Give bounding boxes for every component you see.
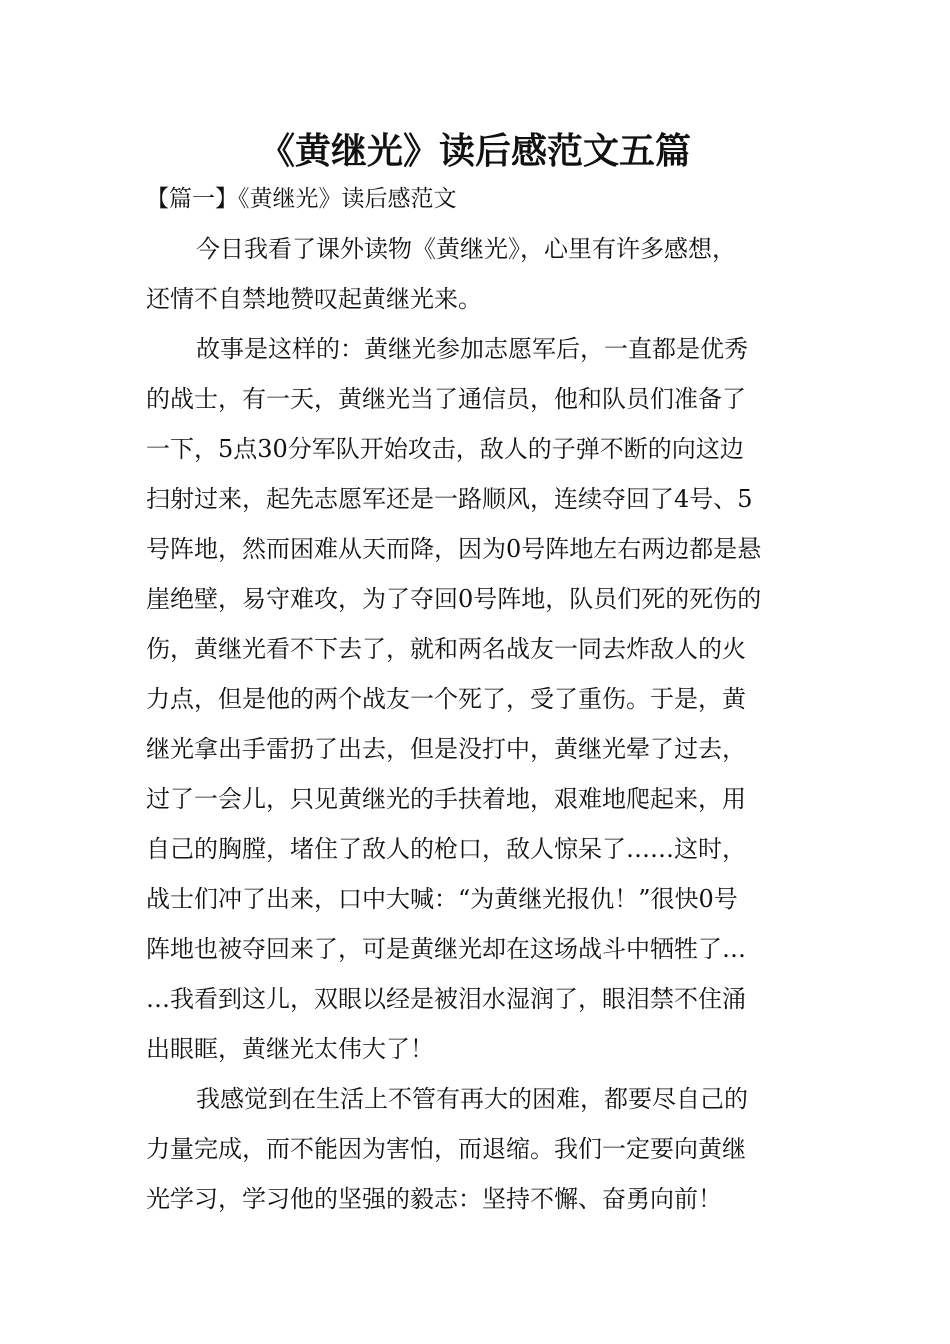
paragraph-line: 崖绝壁，易守难攻，为了夺回0号阵地，队员们死的死伤的	[146, 585, 762, 613]
paragraph-line: 继光拿出手雷扔了出去，但是没打中，黄继光晕了过去，	[146, 735, 746, 763]
paragraph	[146, 1074, 808, 1224]
document-body	[146, 224, 808, 1224]
paragraph-line: 伤，黄继光看不下去了，就和两名战友一同去炸敌人的火	[146, 635, 746, 663]
paragraph-line: 过了一会儿，只见黄继光的手扶着地，艰难地爬起来，用	[146, 785, 746, 813]
paragraph-line: 扫射过来，起先志愿军还是一路顺风，连续夺回了4号、5	[146, 485, 753, 513]
document-title: 《黄继光》读后感范文五篇	[258, 131, 691, 172]
paragraph-line: 力量完成，而不能因为害怕，而退缩。我们一定要向黄继	[146, 1135, 746, 1163]
section-heading: 【篇一】《黄继光》读后感范文	[146, 186, 457, 212]
paragraph-line: 出眼眶，黄继光太伟大了！	[146, 1035, 434, 1063]
paragraph	[146, 324, 808, 1074]
paragraph-line: 阵地也被夺回来了，可是黄继光却在这场战斗中牺牲了…	[146, 935, 746, 963]
paragraph-line: 力点，但是他的两个战友一个死了，受了重伤。于是，黄	[146, 685, 746, 713]
paragraph-line: 一下，5点30分军队开始攻击，敌人的子弹不断的向这边	[146, 435, 744, 463]
paragraph-line: 还情不自禁地赞叹起黄继光来。	[146, 285, 482, 313]
paragraph-line: 号阵地，然而困难从天而降，因为0号阵地左右两边都是悬	[146, 535, 762, 563]
paragraph-line: 光学习，学习他的坚强的毅志：坚持不懈、奋勇向前！	[146, 1185, 722, 1213]
paragraph-line: 我感觉到在生活上不管有再大的困难，都要尽自己的	[196, 1085, 748, 1113]
paragraph-line: 战士们冲了出来，口中大喊：“为黄继光报仇！”很快0号	[146, 885, 738, 913]
paragraph-line: 故事是这样的：黄继光参加志愿军后，一直都是优秀	[196, 335, 748, 363]
paragraph-line: …我看到这儿，双眼以经是被泪水湿润了，眼泪禁不住涌	[146, 985, 746, 1013]
paragraph-line: 自己的胸膛，堵住了敌人的枪口，敌人惊呆了……这时，	[146, 835, 746, 863]
paragraph	[146, 224, 808, 324]
paragraph-line: 的战士，有一天，黄继光当了通信员，他和队员们准备了	[146, 385, 746, 413]
paragraph-line: 今日我看了课外读物《黄继光》，心里有许多感想，	[196, 235, 736, 263]
